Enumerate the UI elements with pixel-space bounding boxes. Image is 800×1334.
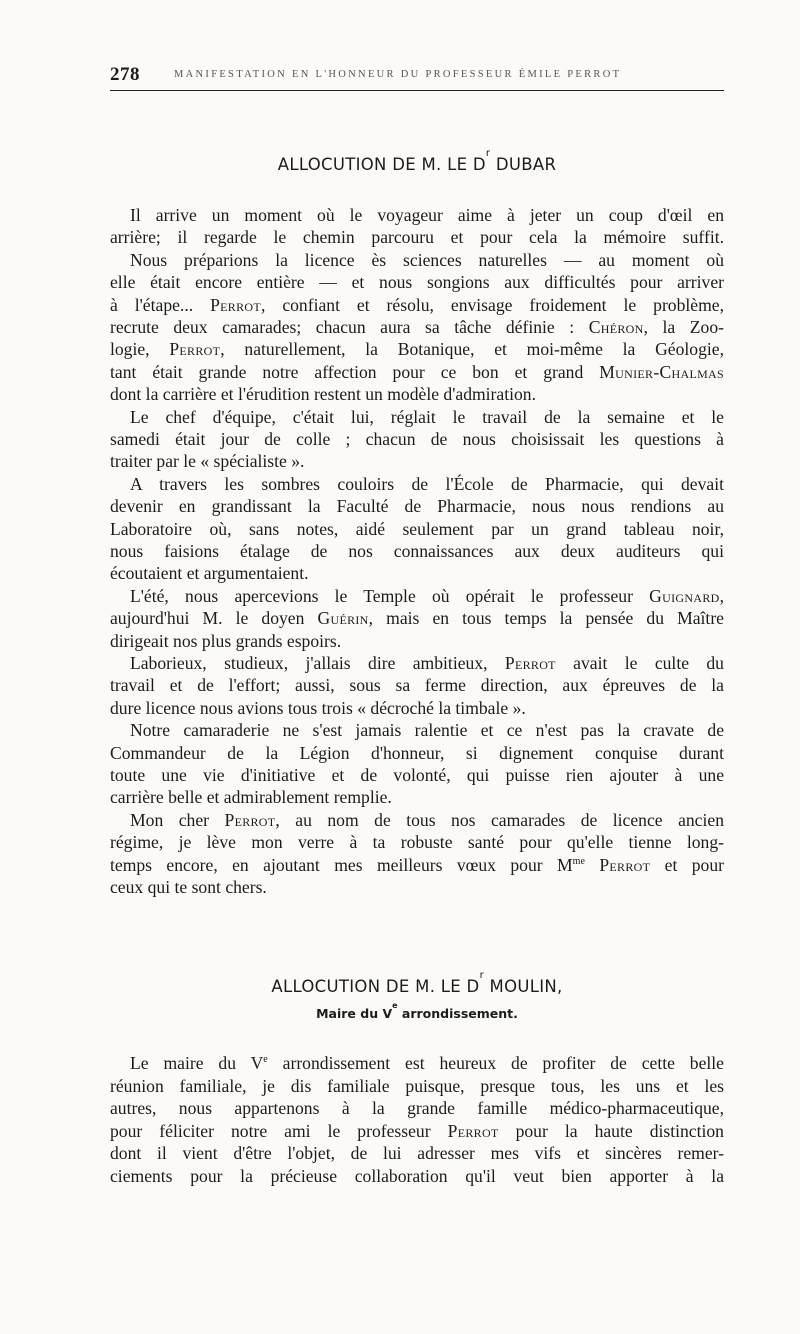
text-line: ciements pour la précieuse collaboration qu'il veut bien apporter à la xyxy=(110,1166,724,1186)
small-caps-name: Perrot xyxy=(447,1120,499,1141)
small-caps-name: Guérin xyxy=(317,608,369,629)
text-line: toute une vie d'initiative et de volonté, qui puisse rien ajouter à une xyxy=(110,765,724,785)
text-line: nous faisions étalage de nos connaissances aux deux auditeurs qui xyxy=(110,541,724,561)
text-line: Le maire du Ve arrondissement est heureux de profiter de cette belle xyxy=(130,1053,724,1073)
section-heading-dubar: ALLOCUTION DE M. LE $D^r$ DUBAR xyxy=(277,148,557,174)
small-caps-name: Munier-Chalmas xyxy=(599,361,724,382)
text-line: Le chef d'équipe, c'était lui, réglait le travail de la semaine et le xyxy=(130,406,724,427)
text-line: traiter par le « spécialiste ». xyxy=(110,451,305,472)
text-line: dont la carrière et l'érudition restent un modèle d'admiration. xyxy=(110,384,536,405)
text-line: A travers les sombres couloirs de l'École de Pharmacie, qui devait xyxy=(130,473,724,494)
text-line: à l'étape... Perrot, confiant et résolu, envisage froidement le problème, xyxy=(110,294,724,315)
text-line: dure licence nous avions tous trois « décroché la timbale ». xyxy=(110,697,526,718)
text-line: dont il vient d'être l'objet, de lui adresser mes vifs et sincères remer- xyxy=(110,1143,724,1164)
small-caps-name: Perrot xyxy=(599,854,651,875)
text-line: Laboratoire où, sans notes, aidé seulement par un grand tableau noir, xyxy=(110,518,724,539)
text-line: logie, Perrot, naturellement, la Botanique, et moi-même la Géologie, xyxy=(110,339,724,360)
section-subheading-moulin: Maire du Ve arrondissement. xyxy=(316,1001,518,1021)
small-caps-name: Perrot xyxy=(210,294,261,315)
small-caps-name: Perrot xyxy=(504,653,556,673)
text-line: arrière; il regarde le chemin parcouru et pour cela la mémoire suffit. xyxy=(110,227,724,248)
text-line: Laborieux, studieux, j'allais dire ambitieux, Perrot avait le culte du xyxy=(130,653,724,673)
text-line: réunion familiale, je dis familiale puisque, presque tous, les uns et les xyxy=(110,1075,724,1096)
text-line: aujourd'hui M. le doyen Guérin, mais en tous temps la pensée du Maître xyxy=(110,608,724,629)
text-line: tant était grande notre affection pour ce bon et grand Munier-Chalmas xyxy=(110,361,724,382)
text-line: samedi était jour de colle ; chacun de nous choisissait les questions à xyxy=(110,429,724,449)
text-line: Il arrive un moment où le voyageur aime à jeter un coup d'œil en xyxy=(130,205,724,225)
text-line: devenir en grandissant la Faculté de Pharmacie, nous nous rendions au xyxy=(110,496,724,517)
text-line: Commandeur de la Légion d'honneur, si dignement conquise durant xyxy=(110,742,724,763)
text-line: Nous préparions la licence ès sciences naturelles — au moment où xyxy=(130,249,724,270)
text-line: ceux qui te sont chers. xyxy=(110,877,267,897)
text-line: autres, nous appartenons à la grande famille médico-pharmaceutique, xyxy=(110,1098,724,1119)
text-line: Mon cher Perrot, au nom de tous nos camarades de licence ancien xyxy=(130,809,724,830)
text-line: Notre camaraderie ne s'est jamais ralentie et ce n'est pas la cravate de xyxy=(130,720,724,741)
text-line: carrière belle et admirablement remplie. xyxy=(110,787,392,808)
text-line: recrute deux camarades; chacun aura sa tâche définie : Chéron, la Zoo- xyxy=(110,317,724,337)
small-caps-name: Perrot xyxy=(224,809,276,830)
text-line: elle était encore entière — et nous songions aux difficultés pour arriver xyxy=(110,272,724,293)
page-number: 278 xyxy=(110,64,140,85)
text-line: dirigeait nos plus grands espoirs. xyxy=(110,630,342,651)
running-header xyxy=(110,64,724,91)
text-line: temps encore, en ajoutant mes meilleurs vœux pour $M^{me}$ Perrot et pour xyxy=(110,854,724,875)
small-caps-name: Chéron xyxy=(588,317,644,337)
small-caps-name: Guignard xyxy=(649,585,720,606)
text-line: travail et de l'effort; aussi, sous sa ferme direction, aux épreuves de la xyxy=(110,675,724,696)
small-caps-name: Perrot xyxy=(169,339,221,360)
running-title: MANIFESTATION EN L'HONNEUR DU PROFESSEUR ÉMILE PERROT xyxy=(174,69,622,80)
section-heading-moulin: ALLOCUTION DE M. LE $D^r$ MOULIN, xyxy=(271,970,563,996)
text-line: régime, je lève mon verre à ta robuste santé pour qu'elle tienne long- xyxy=(110,832,724,853)
text-line: L'été, nous apercevions le Temple où opérait le professeur Guignard, xyxy=(130,585,724,606)
text-line: écoutaient et argumentaient. xyxy=(110,563,309,584)
text-line: pour féliciter notre ami le professeur Perrot pour la haute distinction xyxy=(110,1120,724,1141)
